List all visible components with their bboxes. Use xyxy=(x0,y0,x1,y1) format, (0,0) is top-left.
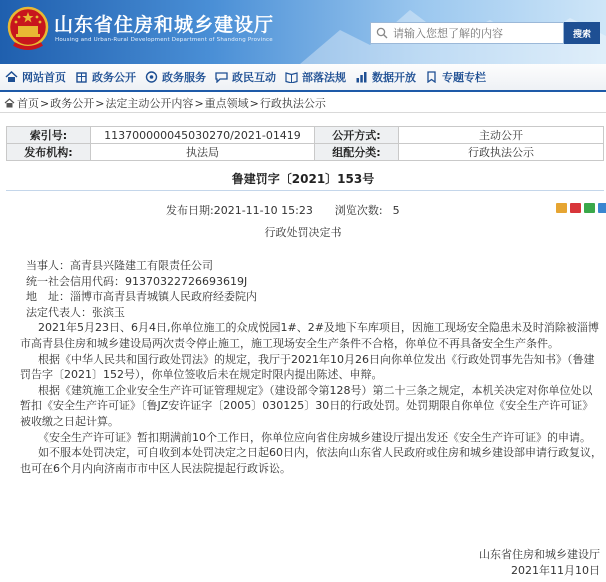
body-paragraph: 2021年5月23日、6月4日,你单位施工的众成悦园1#、2#及地下车库项目，因施工现场安全隐患未及时消除被淄博市高青县住房和城乡建设局两次责令停止施工，施工现场安全生产条件不合格，你单位不再具备安全生产条件。 xyxy=(20,321,599,350)
org-label: 发布机构: xyxy=(7,144,91,161)
table-row xyxy=(7,144,604,161)
nav-item-gov-open[interactable] xyxy=(70,63,140,91)
category-value: 行政执法公示 xyxy=(399,144,604,161)
views-count: 5 xyxy=(392,204,400,217)
breadcrumb: 首页 > 政务公开 > 法定主动公开内容 > 重点领域 > 行政执法公示 xyxy=(0,94,606,113)
nav-item-label: 政务公开 xyxy=(92,71,136,84)
share-qzone-icon[interactable] xyxy=(556,203,567,213)
breadcrumb-key-areas[interactable]: 重点领域 xyxy=(204,97,249,110)
nav-item-regulations[interactable] xyxy=(280,63,350,91)
nav-item-label: 数据开放 xyxy=(372,71,416,84)
signature-date: 2021年11月10日 xyxy=(511,564,600,577)
service-icon xyxy=(145,71,158,83)
share-bar xyxy=(556,203,606,213)
breadcrumb-gov-open[interactable]: 政务公开 xyxy=(50,97,95,110)
signature-block xyxy=(479,547,600,579)
index-label: 索引号: xyxy=(7,127,91,144)
party-line: 当事人：高青县兴隆建工有限责任公司 xyxy=(26,259,213,272)
index-value: 113700000045030270/2021-01419 xyxy=(91,127,315,144)
chart-icon xyxy=(355,71,368,83)
publish-label: 发布日期: xyxy=(166,204,214,217)
body-paragraph: 如不服本处罚决定，可自收到本处罚决定之日起60日内，依法向山东省人民政府或住房和城乡建设部申请行政复议，也可在6个月内向济南市市中区人民法院提起行政诉讼。 xyxy=(20,446,602,475)
national-emblem-icon[interactable] xyxy=(6,6,50,52)
home-icon xyxy=(5,71,18,83)
main-nav xyxy=(0,64,606,92)
body-paragraph: 《安全生产许可证》暂扣期满前10个工作日，你单位应向省住房城乡建设厅提出发还《安全生产许可证》的申请。 xyxy=(38,430,591,444)
document-type: 行政处罚决定书 xyxy=(264,226,342,239)
search-icon xyxy=(371,23,393,43)
nav-item-label: 部落法规 xyxy=(302,71,346,84)
nav-item-open-data[interactable] xyxy=(350,63,420,91)
site-header xyxy=(0,0,606,64)
share-tencent-icon[interactable] xyxy=(598,203,606,213)
nav-item-interaction[interactable] xyxy=(210,63,280,91)
breadcrumb-enforcement[interactable]: 行政执法公示 xyxy=(259,97,326,110)
nav-item-label: 网站首页 xyxy=(22,71,66,84)
document-meta-table xyxy=(6,126,604,161)
breadcrumb-statutory[interactable]: 法定主动公开内容 xyxy=(105,97,194,110)
home-icon xyxy=(4,98,15,108)
table-row xyxy=(7,127,604,144)
book-icon xyxy=(285,71,298,83)
credit-code-line: 统一社会信用代码：91370322726693619J xyxy=(26,274,248,288)
nav-item-label: 政民互动 xyxy=(232,71,276,84)
publish-date: 2021-11-10 15:23 xyxy=(213,204,313,217)
nav-item-gov-service[interactable] xyxy=(140,63,210,91)
share-wechat-icon[interactable] xyxy=(584,203,595,213)
views-label: 浏览次数: xyxy=(334,204,383,217)
nav-item-label: 专题专栏 xyxy=(442,71,486,84)
nav-item-topics[interactable] xyxy=(420,63,490,91)
category-label: 组配分类: xyxy=(315,144,399,161)
search-input[interactable] xyxy=(393,27,558,40)
share-weibo-icon[interactable] xyxy=(570,203,581,213)
nav-item-home[interactable] xyxy=(0,63,70,91)
divider xyxy=(6,190,604,191)
address-line: 地 址：淄博市高青县青城镇人民政府经委院内 xyxy=(26,290,257,304)
search-button[interactable]: 搜索 xyxy=(564,22,600,44)
representative-line: 法定代表人：张滨玉 xyxy=(26,305,125,319)
nav-item-label: 政务服务 xyxy=(162,71,206,84)
document-body xyxy=(20,258,602,476)
org-value: 执法局 xyxy=(91,144,315,161)
body-paragraph: 根据《中华人民共和国行政处罚法》的规定，我厅于2021年10月26日向你单位发出《行政处罚事先告知书》（鲁建罚告字〔2021〕152号），你单位签收后未在规定时限内提出陈述、申辩。 xyxy=(20,352,595,382)
publish-info xyxy=(166,202,400,218)
building-icon xyxy=(75,71,88,83)
topic-icon xyxy=(425,71,438,83)
breadcrumb-home[interactable]: 首页 xyxy=(17,97,39,110)
search-box xyxy=(370,22,564,44)
open-method-value: 主动公开 xyxy=(399,127,604,144)
body-paragraph: 根据《建筑施工企业安全生产许可证管理规定》（建设部令第128号）第二十三条之规定，本机关决定对你单位处以暂扣《安全生产许可证》〔鲁JZ安许证字〔2005〕030125〕30日的行政处罚。处罚期限自你单位《安全生产许可证》被收缴之日起计算。 xyxy=(20,383,594,428)
open-method-label: 公开方式: xyxy=(315,127,399,144)
chat-icon xyxy=(215,71,228,83)
document-number: 鲁建罚字〔2021〕153号 xyxy=(231,172,375,186)
site-title[interactable]: 山东省住房和城乡建设厅 xyxy=(54,14,275,36)
signature-org: 山东省住房和城乡建设厅 xyxy=(479,548,600,561)
site-subtitle: Housing and Urban-Rural Development Department of Shandong Province xyxy=(55,37,273,43)
